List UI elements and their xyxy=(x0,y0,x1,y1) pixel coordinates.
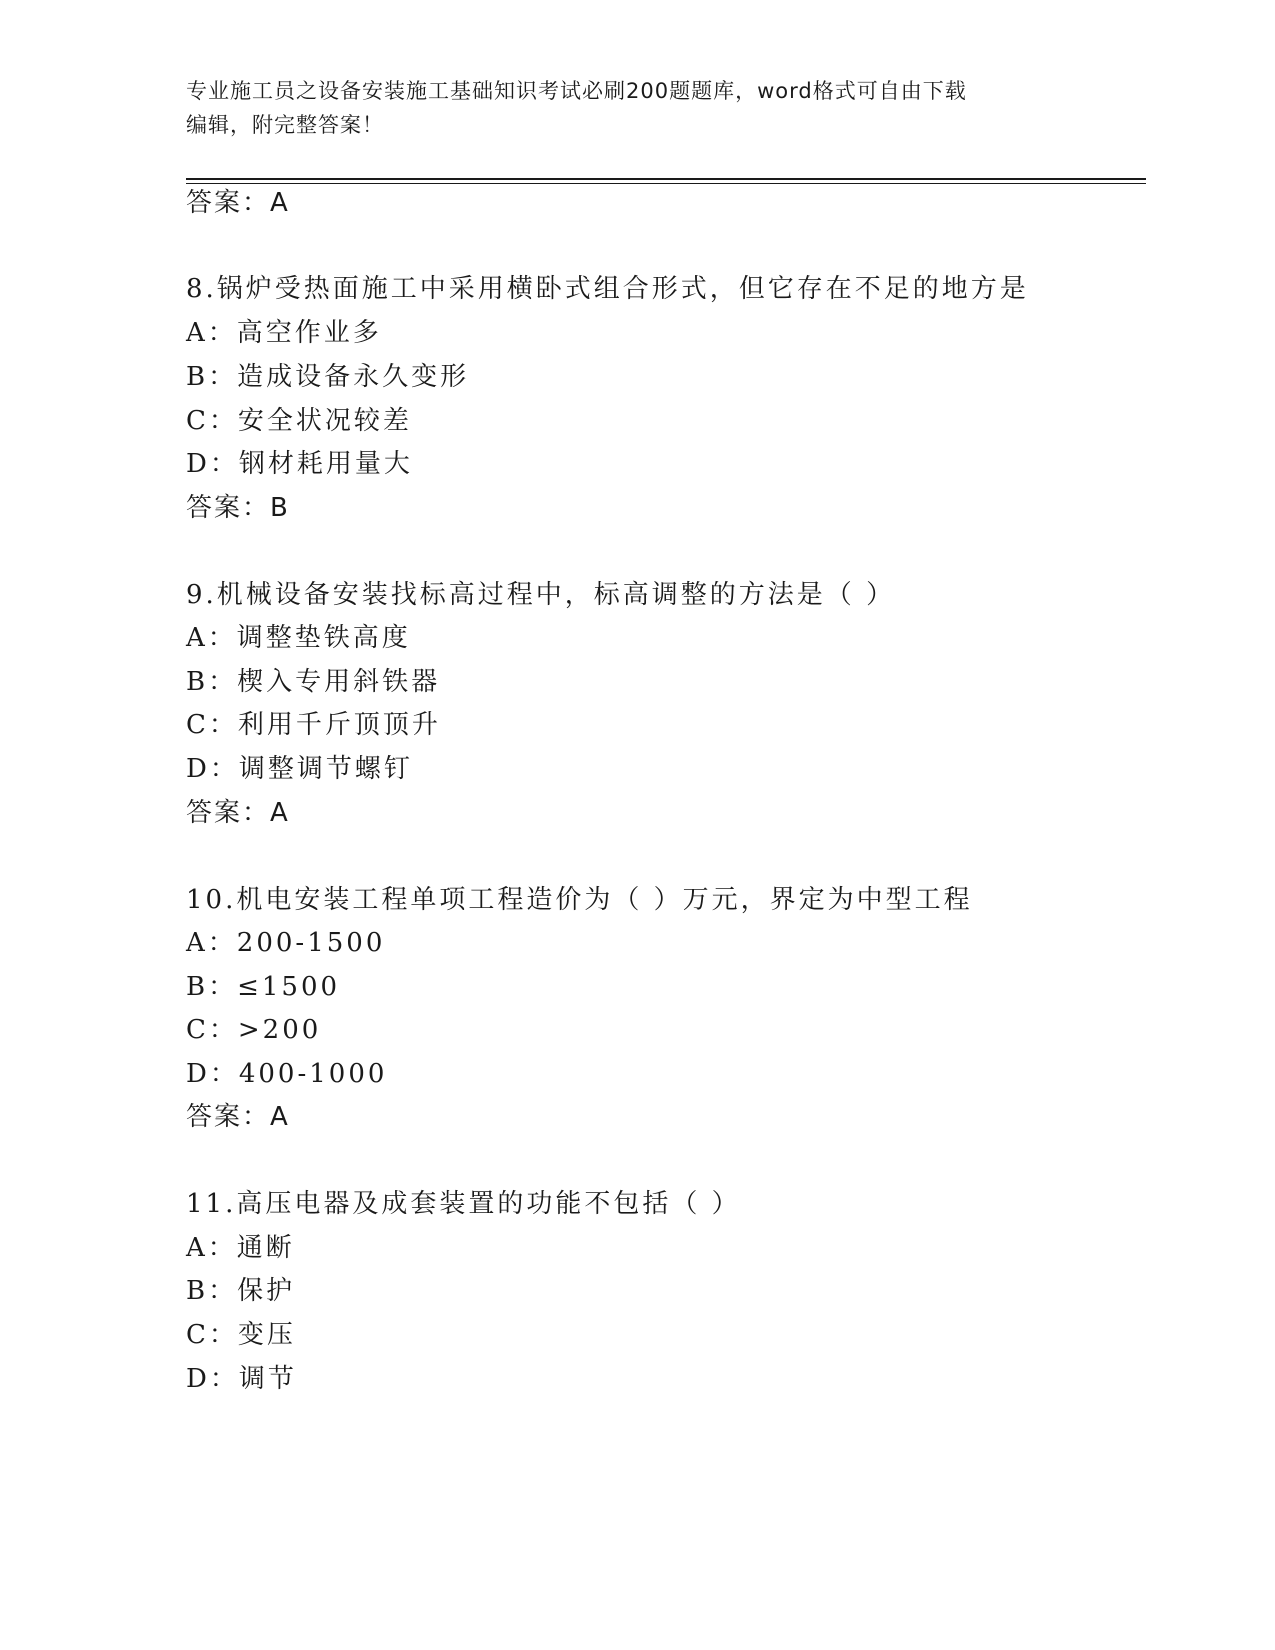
option-c: C：利用千斤顶顶升 xyxy=(186,710,441,740)
option-c: C：安全状况较差 xyxy=(186,406,412,436)
answer-prev: 答案：A xyxy=(186,188,290,218)
question-title: 11.高压电器及成套装置的功能不包括（ ） xyxy=(186,1189,741,1219)
question-title: 10.机电安装工程单项工程造价为（ ）万元，界定为中型工程 xyxy=(186,885,973,915)
header-rule-thick xyxy=(186,178,1146,180)
option-a: A：高空作业多 xyxy=(186,318,382,348)
document-header xyxy=(186,74,1066,142)
option-d: D：调整调节螺钉 xyxy=(186,754,413,784)
header-line-2: 编辑，附完整答案！ xyxy=(186,113,384,137)
option-d: D：钢材耗用量大 xyxy=(186,449,413,479)
answer: 答案：A xyxy=(186,1102,290,1132)
option-c: C：变压 xyxy=(186,1320,296,1350)
option-d: D：400-1000 xyxy=(186,1059,388,1089)
option-d: D：调节 xyxy=(186,1364,297,1394)
option-b: B：保护 xyxy=(186,1276,296,1306)
option-b: B：造成设备永久变形 xyxy=(186,362,470,392)
answer: 答案：A xyxy=(186,798,290,828)
option-a: A：200-1500 xyxy=(186,928,386,958)
option-a: A：调整垫铁高度 xyxy=(186,623,411,653)
answer: 答案：B xyxy=(186,493,290,523)
option-b: B：楔入专用斜铁器 xyxy=(186,667,441,697)
document-page xyxy=(186,0,1146,1650)
option-c: C：>200 xyxy=(186,1015,322,1045)
question-title: 9.机械设备安装找标高过程中，标高调整的方法是（ ） xyxy=(186,580,896,610)
question-title: 8.锅炉受热面施工中采用横卧式组合形式，但它存在不足的地方是 xyxy=(186,274,1029,304)
option-b: B：≤1500 xyxy=(186,972,341,1002)
option-a: A：通断 xyxy=(186,1233,295,1263)
header-line-1: 专业施工员之设备安装施工基础知识考试必刷200题题库，word格式可自由下载 xyxy=(186,79,967,103)
header-rule-thin xyxy=(186,183,1146,184)
